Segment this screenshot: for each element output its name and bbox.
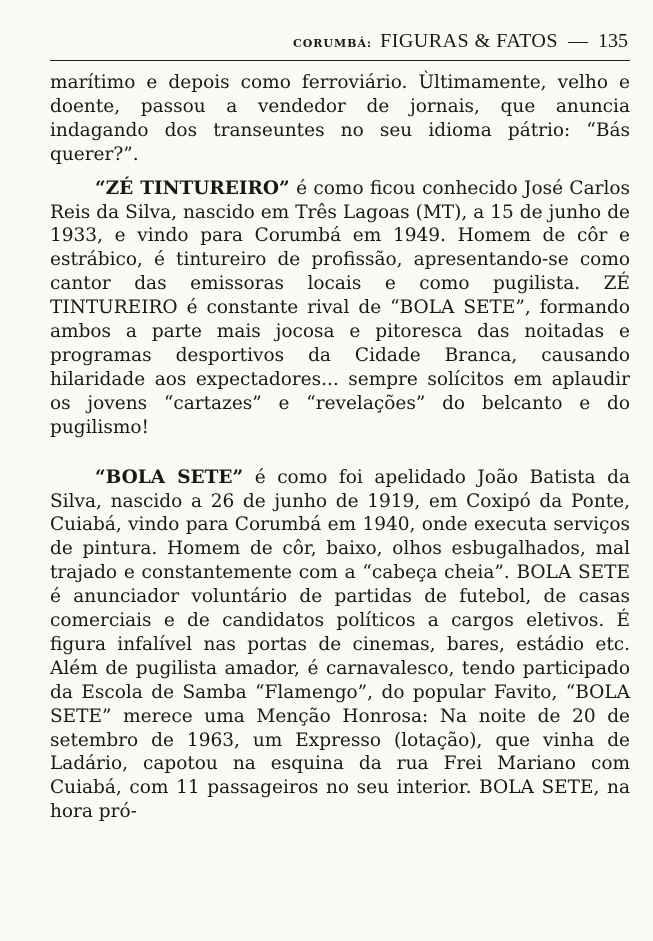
header-rule xyxy=(50,60,630,61)
paragraph-ze-tintureiro xyxy=(50,177,630,440)
paragraph-body: é como foi apelidado João Batista da Silva, nascido a 26 de junho de 1919, em Coxipó da Ponte, Cuiabá, vindo para Corumbá em 1940, onde executa serviços de pintura. Homem de côr, baixo, olhos esbugalhados, mal trajado e constantemente com a “cabeça cheia”. BOLA SETE é anunciador voluntário de partidas de futebol, de casas comerciais e de candidatos políticos a cargos eletivos. É figura infalível nas portas de cinemas, bares, estádio etc. Além de pugilista amador, é carnavalesco, tendo participado da Escola de Samba “Flamengo”, do popular Favito, “BOLA SETE” merece uma Menção Honrosa: Na noite de 20 de setembro de 1963, um Expresso (lotação), que vinha de Ladário, capotou na esquina da rua Frei Mariano com Cuiabá, com 11 passageiros no seu interior. BOLA SETE, na hora pró- xyxy=(50,466,630,823)
header-title: FIGURAS & FATOS xyxy=(380,30,558,52)
nickname-ze-tintureiro: “ZÉ TINTUREIRO” xyxy=(95,177,290,199)
paragraph-body: marítimo e depois como ferroviário. Ùltimamente, velho e doente, passou a vendedor de jornais, que anuncia indagando dos transeuntes no seu idioma pátrio: “Bás querer?”. xyxy=(50,72,630,165)
nickname-bola-sete: “BOLA SETE” xyxy=(95,466,244,488)
paragraph-bola-sete xyxy=(50,466,630,825)
page-number: 135 xyxy=(598,30,628,52)
book-page xyxy=(50,30,630,824)
running-header xyxy=(50,30,630,58)
body-text xyxy=(50,71,630,824)
header-separator: — xyxy=(568,30,588,52)
header-place: CORUMBÁ: xyxy=(292,37,373,50)
paragraph-body: é como ficou conhecido José Carlos Reis da Silva, nascido em Três Lagoas (MT), a 15 de junho de 1933, e vindo para Corumbá em 1949. Homem de côr e estrábico, é tintureiro de profissão, apresentando-se como cantor das emissoras locais e como pugilista. ZÉ TINTUREIRO é constante rival de “BOLA SETE”, formando ambos a parte mais jocosa e pitoresca das noitadas e programas desportivos da Cidade Branca, causando hilaridade aos expectadores... sempre solícitos em aplaudir os jovens “cartazes” e “revelações” do belcanto e do pugilismo! xyxy=(50,177,630,438)
paragraph-continuation xyxy=(50,71,630,167)
